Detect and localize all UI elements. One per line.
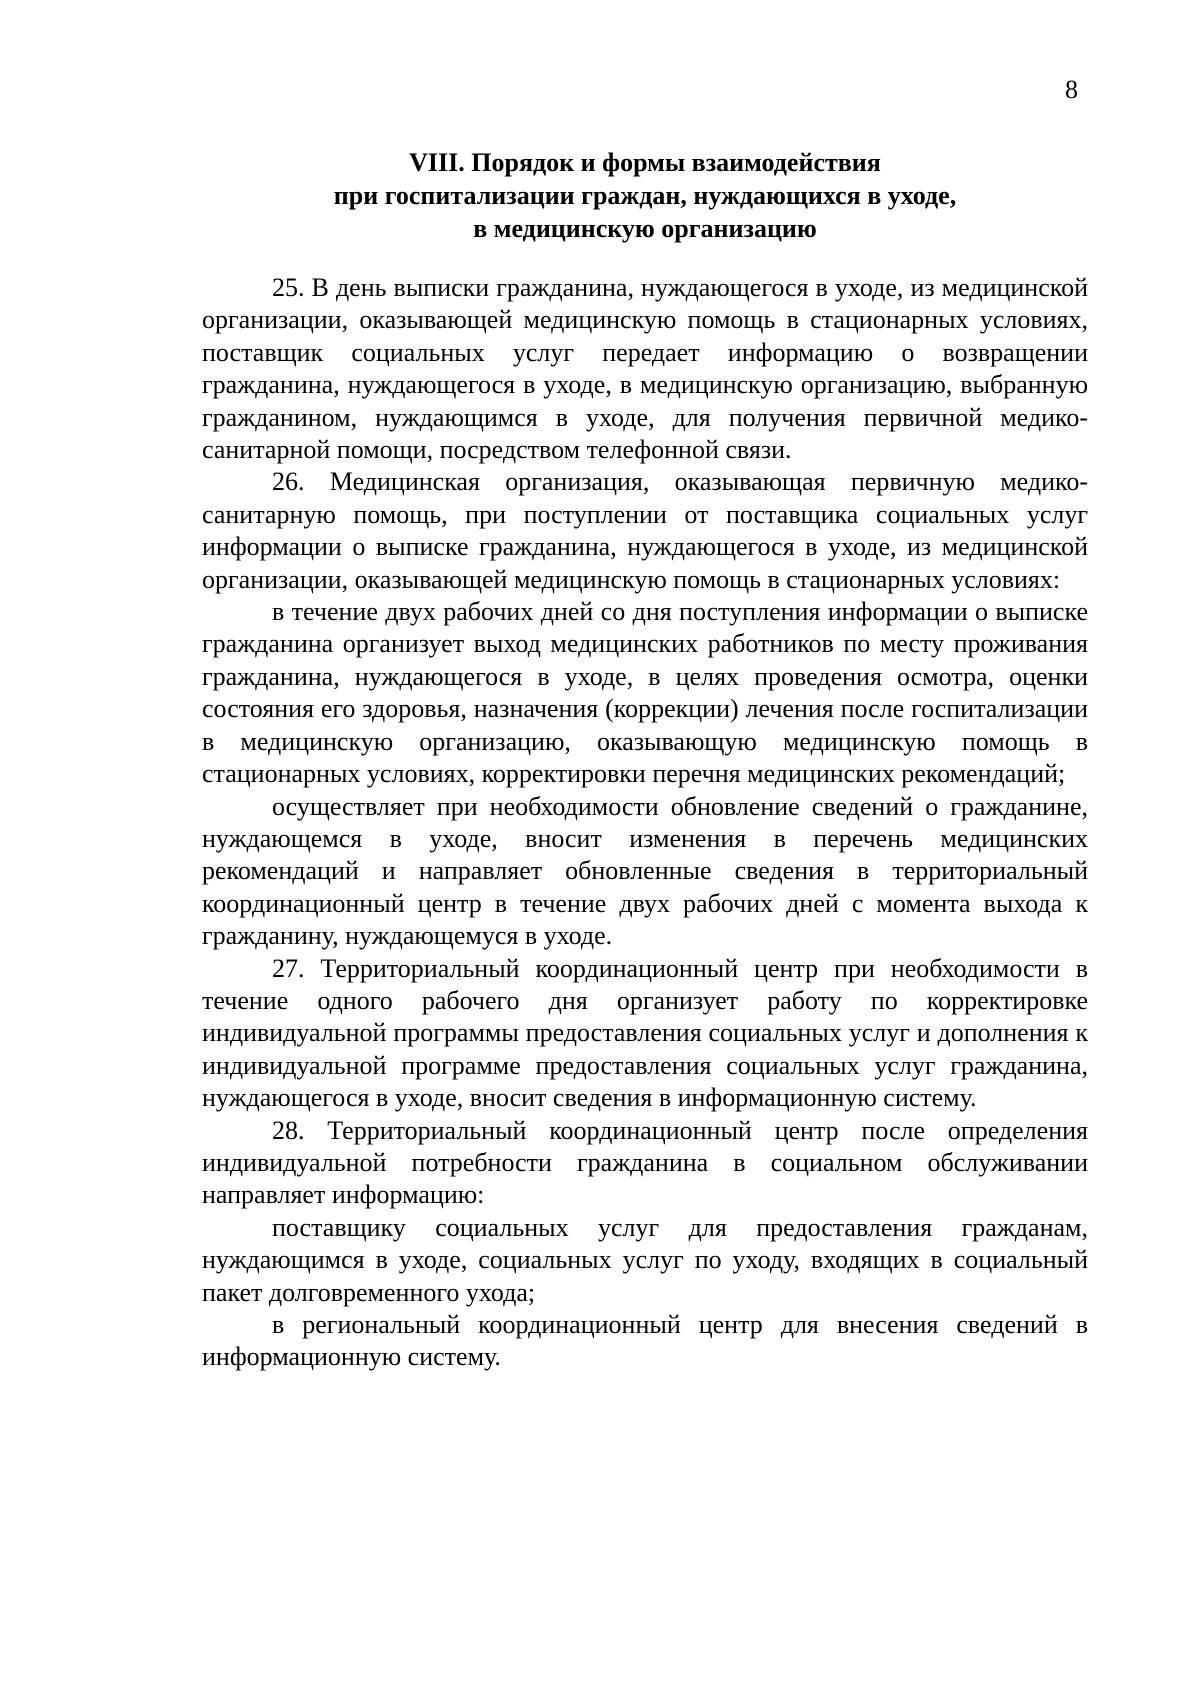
section-title-line: VIII. Порядок и формы взаимодействия bbox=[409, 148, 881, 177]
page-number: 8 bbox=[1065, 75, 1078, 104]
paragraph-26: 26. Медицинская организация, оказывающая первичную медико-санитарную помощь, при поступлении от поставщика социальных услуг информации о выписке гражданина, нуждающегося в уходе, из медицинской организации, оказывающей медицинскую помощь в стационарных условиях: bbox=[202, 467, 1088, 594]
document-body bbox=[202, 272, 1088, 1374]
paragraph-25: 25. В день выписки гражданина, нуждающегося в уходе, из медицинской организации, оказывающей медицинскую помощь в стационарных условиях, поставщик социальных услуг передает информацию о возвращении гражданина, нуждающегося в уходе, в медицинскую организацию, выбранную гражданином, нуждающимся в уходе, для получения первичной медико-санитарной помощи, посредством телефонной связи. bbox=[202, 273, 1088, 465]
section-title-line: в медицинскую организацию bbox=[473, 214, 817, 243]
section-title-line: при госпитализации граждан, нуждающихся в уходе, bbox=[333, 181, 957, 210]
paragraph-27: 27. Территориальный координационный центр при необходимости в течение одного рабочего дня организует работу по корректировке индивидуальной программы предоставления социальных услуг и дополнения к индивидуальной программе предоставления социальных услуг гражданина, нуждающегося в уходе, вносит сведения в информационную систему. bbox=[202, 953, 1088, 1113]
paragraph-28-item-1: поставщику социальных услуг для предоставления гражданам, нуждающимся в уходе, социальных услуг по уходу, входящих в социальный пакет долговременного ухода; bbox=[202, 1212, 1088, 1307]
paragraph-26-item-1: в течение двух рабочих дней со дня поступления информации о выписке гражданина организует выход медицинских работников по месту проживания гражданина, нуждающегося в уходе, в целях проведения осмотра, оценки состояния его здоровья, назначения (коррекции) лечения после госпитализации в медицинскую организацию, оказывающую медицинскую помощь в стационарных условиях, корректировки перечня медицинских рекомендаций; bbox=[202, 597, 1088, 789]
paragraph-26-item-2: осуществляет при необходимости обновление сведений о гражданине, нуждающемся в уходе, вносит изменения в перечень медицинских рекомендаций и направляет обновленные сведения в территориальный координационный центр в течение двух рабочих дней с момента выхода к гражданину, нуждающемуся в уходе. bbox=[202, 791, 1088, 951]
paragraph-28: 28. Территориальный координационный центр после определения индивидуальной потребности гражданина в социальном обслуживании направляет информацию: bbox=[202, 1115, 1088, 1210]
paragraph-28-item-2: в региональный координационный центр для внесения сведений в информационную систему. bbox=[202, 1310, 1088, 1372]
section-title bbox=[200, 146, 1090, 245]
